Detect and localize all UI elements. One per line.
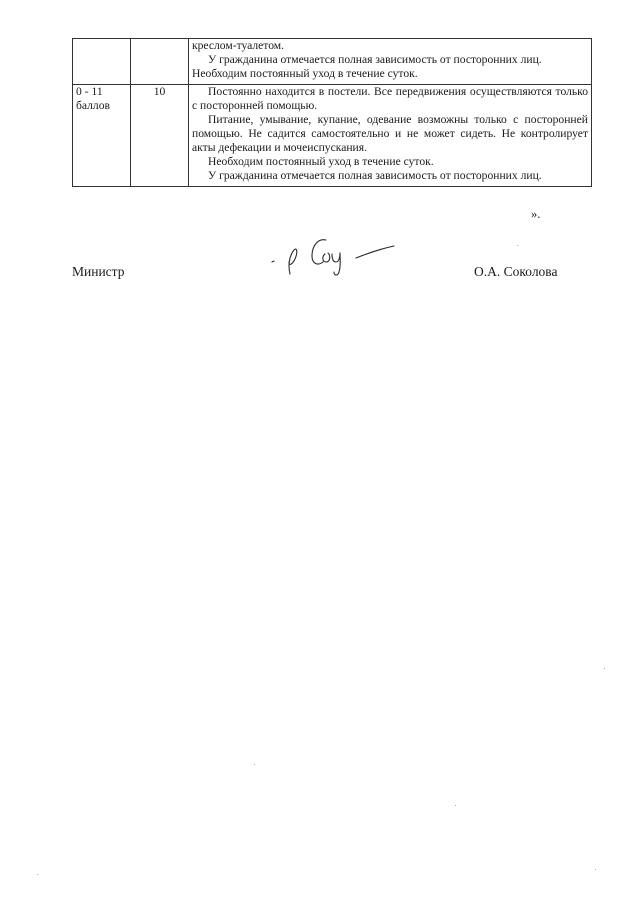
- scan-speck: [604, 668, 605, 669]
- description-cell: [189, 85, 592, 187]
- scan-speck: [595, 869, 596, 870]
- criteria-table: [72, 38, 592, 187]
- score-cell: [73, 39, 131, 85]
- table-row: [73, 39, 592, 85]
- scan-speck: [517, 245, 518, 246]
- description-paragraph: Необходим постоянный уход в течение суток.: [208, 155, 434, 168]
- scan-speck: [254, 764, 255, 765]
- description-cell: [189, 39, 592, 85]
- scan-speck: [455, 805, 456, 806]
- score-cell: 0 - 11 баллов: [73, 85, 131, 187]
- table-row: [73, 85, 592, 187]
- description-paragraph: У гражданина отмечается полная зависимость от посторонних лиц.: [208, 169, 542, 182]
- scan-speck: [37, 874, 38, 875]
- description-paragraph: креслом-туалетом.: [192, 39, 285, 52]
- points-cell: 10: [131, 85, 189, 187]
- signatory-name: О.А. Соколова: [474, 264, 558, 279]
- description-paragraph: Питание, умывание, купание, одевание возможны только с посторонней помощью. Не садится самостоятельно и не может сидеть. Не контролирует акты дефекации и мочеиспускания.: [192, 113, 588, 154]
- handwritten-signature: [268, 232, 398, 278]
- description-paragraph: Постоянно находится в постели. Все передвижения осуществляются только с посторонней помощью.: [192, 85, 588, 112]
- description-paragraph: Необходим постоянный уход в течение суток.: [192, 67, 418, 80]
- signatory-title: Министр: [72, 264, 125, 279]
- points-cell: [131, 39, 189, 85]
- description-paragraph: У гражданина отмечается полная зависимость от посторонних лиц.: [208, 53, 542, 66]
- closing-quote: ».: [531, 207, 541, 221]
